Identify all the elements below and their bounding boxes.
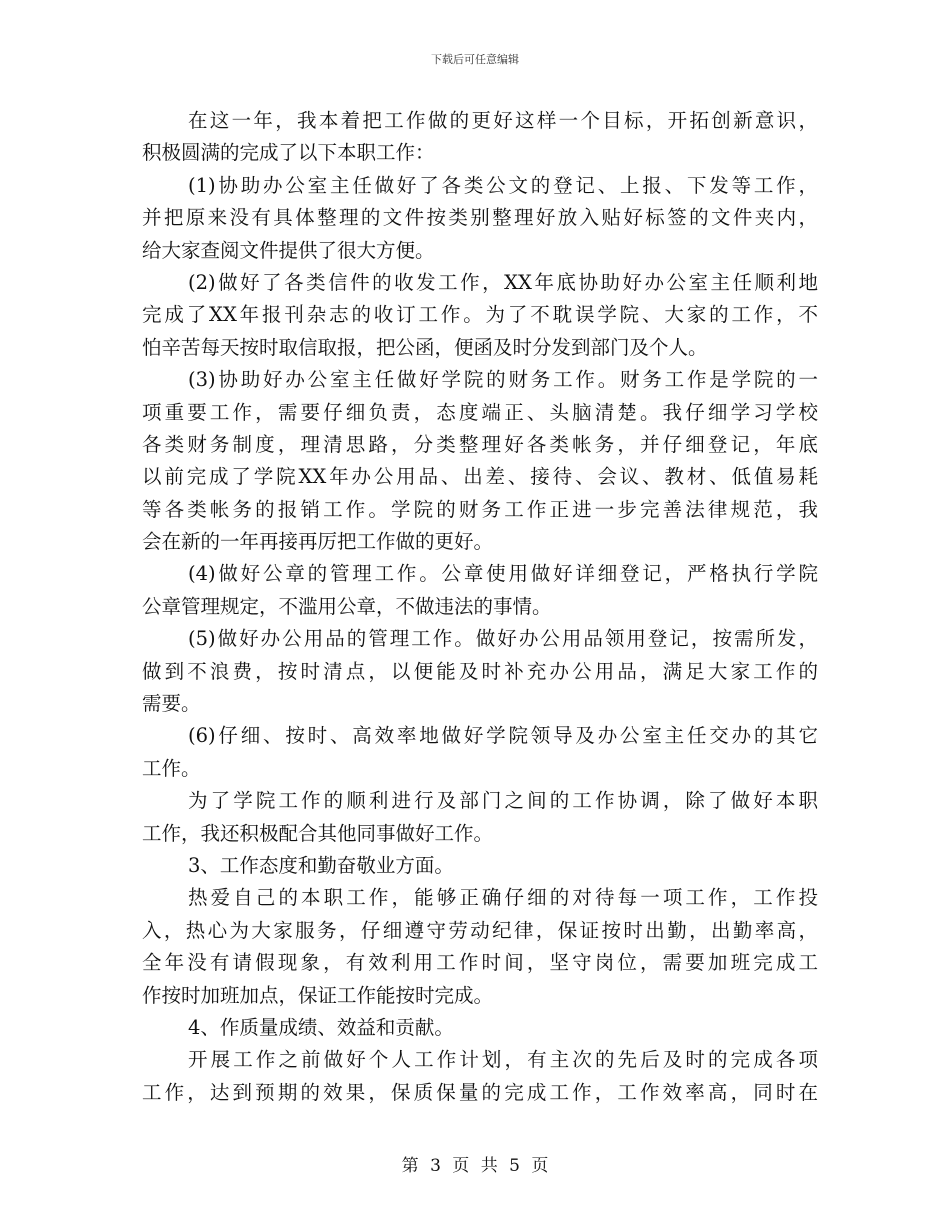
text-line: 作按时加班加点，保证工作能按时完成。 <box>142 983 494 1007</box>
text-line: 等各类帐务的报销工作。学院的财务工作正进一步完善法律规范，我 <box>142 497 818 521</box>
text-line: 各类财务制度，理清思路，分类整理好各类帐务，并仔细登记，年底 <box>142 432 818 456</box>
text-line: 怕辛苦每天按时取信取报，把公函，便函及时分发到部门及个人。 <box>142 335 708 359</box>
text-line: 以前完成了学院XX年办公用品、出差、接待、会议、教材、低值易耗 <box>142 465 818 489</box>
text-line: (4)做好公章的管理工作。公章使用做好详细登记，严格执行学院 <box>188 562 818 586</box>
text-line: 给大家查阅文件提供了很大方便。 <box>142 238 435 262</box>
text-line: 全年没有请假现象，有效利用工作时间，坚守岗位，需要加班完成工 <box>142 951 818 975</box>
text-line: 工作。 <box>142 756 201 780</box>
text-line: 并把原来没有具体整理的文件按类别整理好放入贴好标签的文件夹内， <box>142 206 818 230</box>
text-line: 热爱自己的本职工作，能够正确仔细的对待每一项工作，工作投 <box>188 886 818 910</box>
document-body <box>142 105 818 1109</box>
text-line: 完成了XX年报刊杂志的收订工作。为了不耽误学院、大家的工作，不 <box>142 303 818 327</box>
text-line: 3、工作态度和勤奋敬业方面。 <box>188 853 454 877</box>
text-line: 会在新的一年再接再厉把工作做的更好。 <box>142 530 494 554</box>
text-line: (2)做好了各类信件的收发工作，XX年底协助好办公室主任顺利地 <box>188 270 818 294</box>
text-line: 工作，达到预期的效果，保质保量的完成工作，工作效率高，同时在 <box>142 1080 818 1104</box>
text-line: 工作，我还积极配合其他同事做好工作。 <box>142 821 494 845</box>
text-line: (6)仔细、按时、高效率地做好学院领导及办公室主任交办的其它 <box>188 724 818 748</box>
text-line: 4、作质量成绩、效益和贡献。 <box>188 1015 454 1039</box>
text-line: 积极圆满的完成了以下本职工作： <box>142 141 435 165</box>
text-line: 公章管理规定，不滥用公章，不做违法的事情。 <box>142 594 552 618</box>
text-line: 开展工作之前做好个人工作计划，有主次的先后及时的完成各项 <box>188 1048 818 1072</box>
text-line: 为了学院工作的顺利进行及部门之间的工作协调，除了做好本职 <box>188 789 818 813</box>
text-line: (5)做好办公用品的管理工作。做好办公用品领用登记，按需所发， <box>188 627 818 651</box>
text-line: 在这一年，我本着把工作做的更好这样一个目标，开拓创新意识， <box>188 109 818 132</box>
text-line: 需要。 <box>142 692 201 716</box>
text-line: (1)协助办公室主任做好了各类公文的登记、上报、下发等工作， <box>188 173 818 197</box>
text-line: 做到不浪费，按时清点，以便能及时补充办公用品，满足大家工作的 <box>142 659 818 683</box>
text-line: 入，热心为大家服务，仔细遵守劳动纪律，保证按时出勤，出勤率高， <box>142 918 818 942</box>
text-line: 项重要工作，需要仔细负责，态度端正、头脑清楚。我仔细学习学校 <box>142 400 818 424</box>
text-line: (3)协助好办公室主任做好学院的财务工作。财务工作是学院的一 <box>188 368 818 392</box>
page-header: 下载后可任意编辑 <box>431 53 519 66</box>
page-number-footer: 第 3 页 共 5 页 <box>401 1156 549 1176</box>
